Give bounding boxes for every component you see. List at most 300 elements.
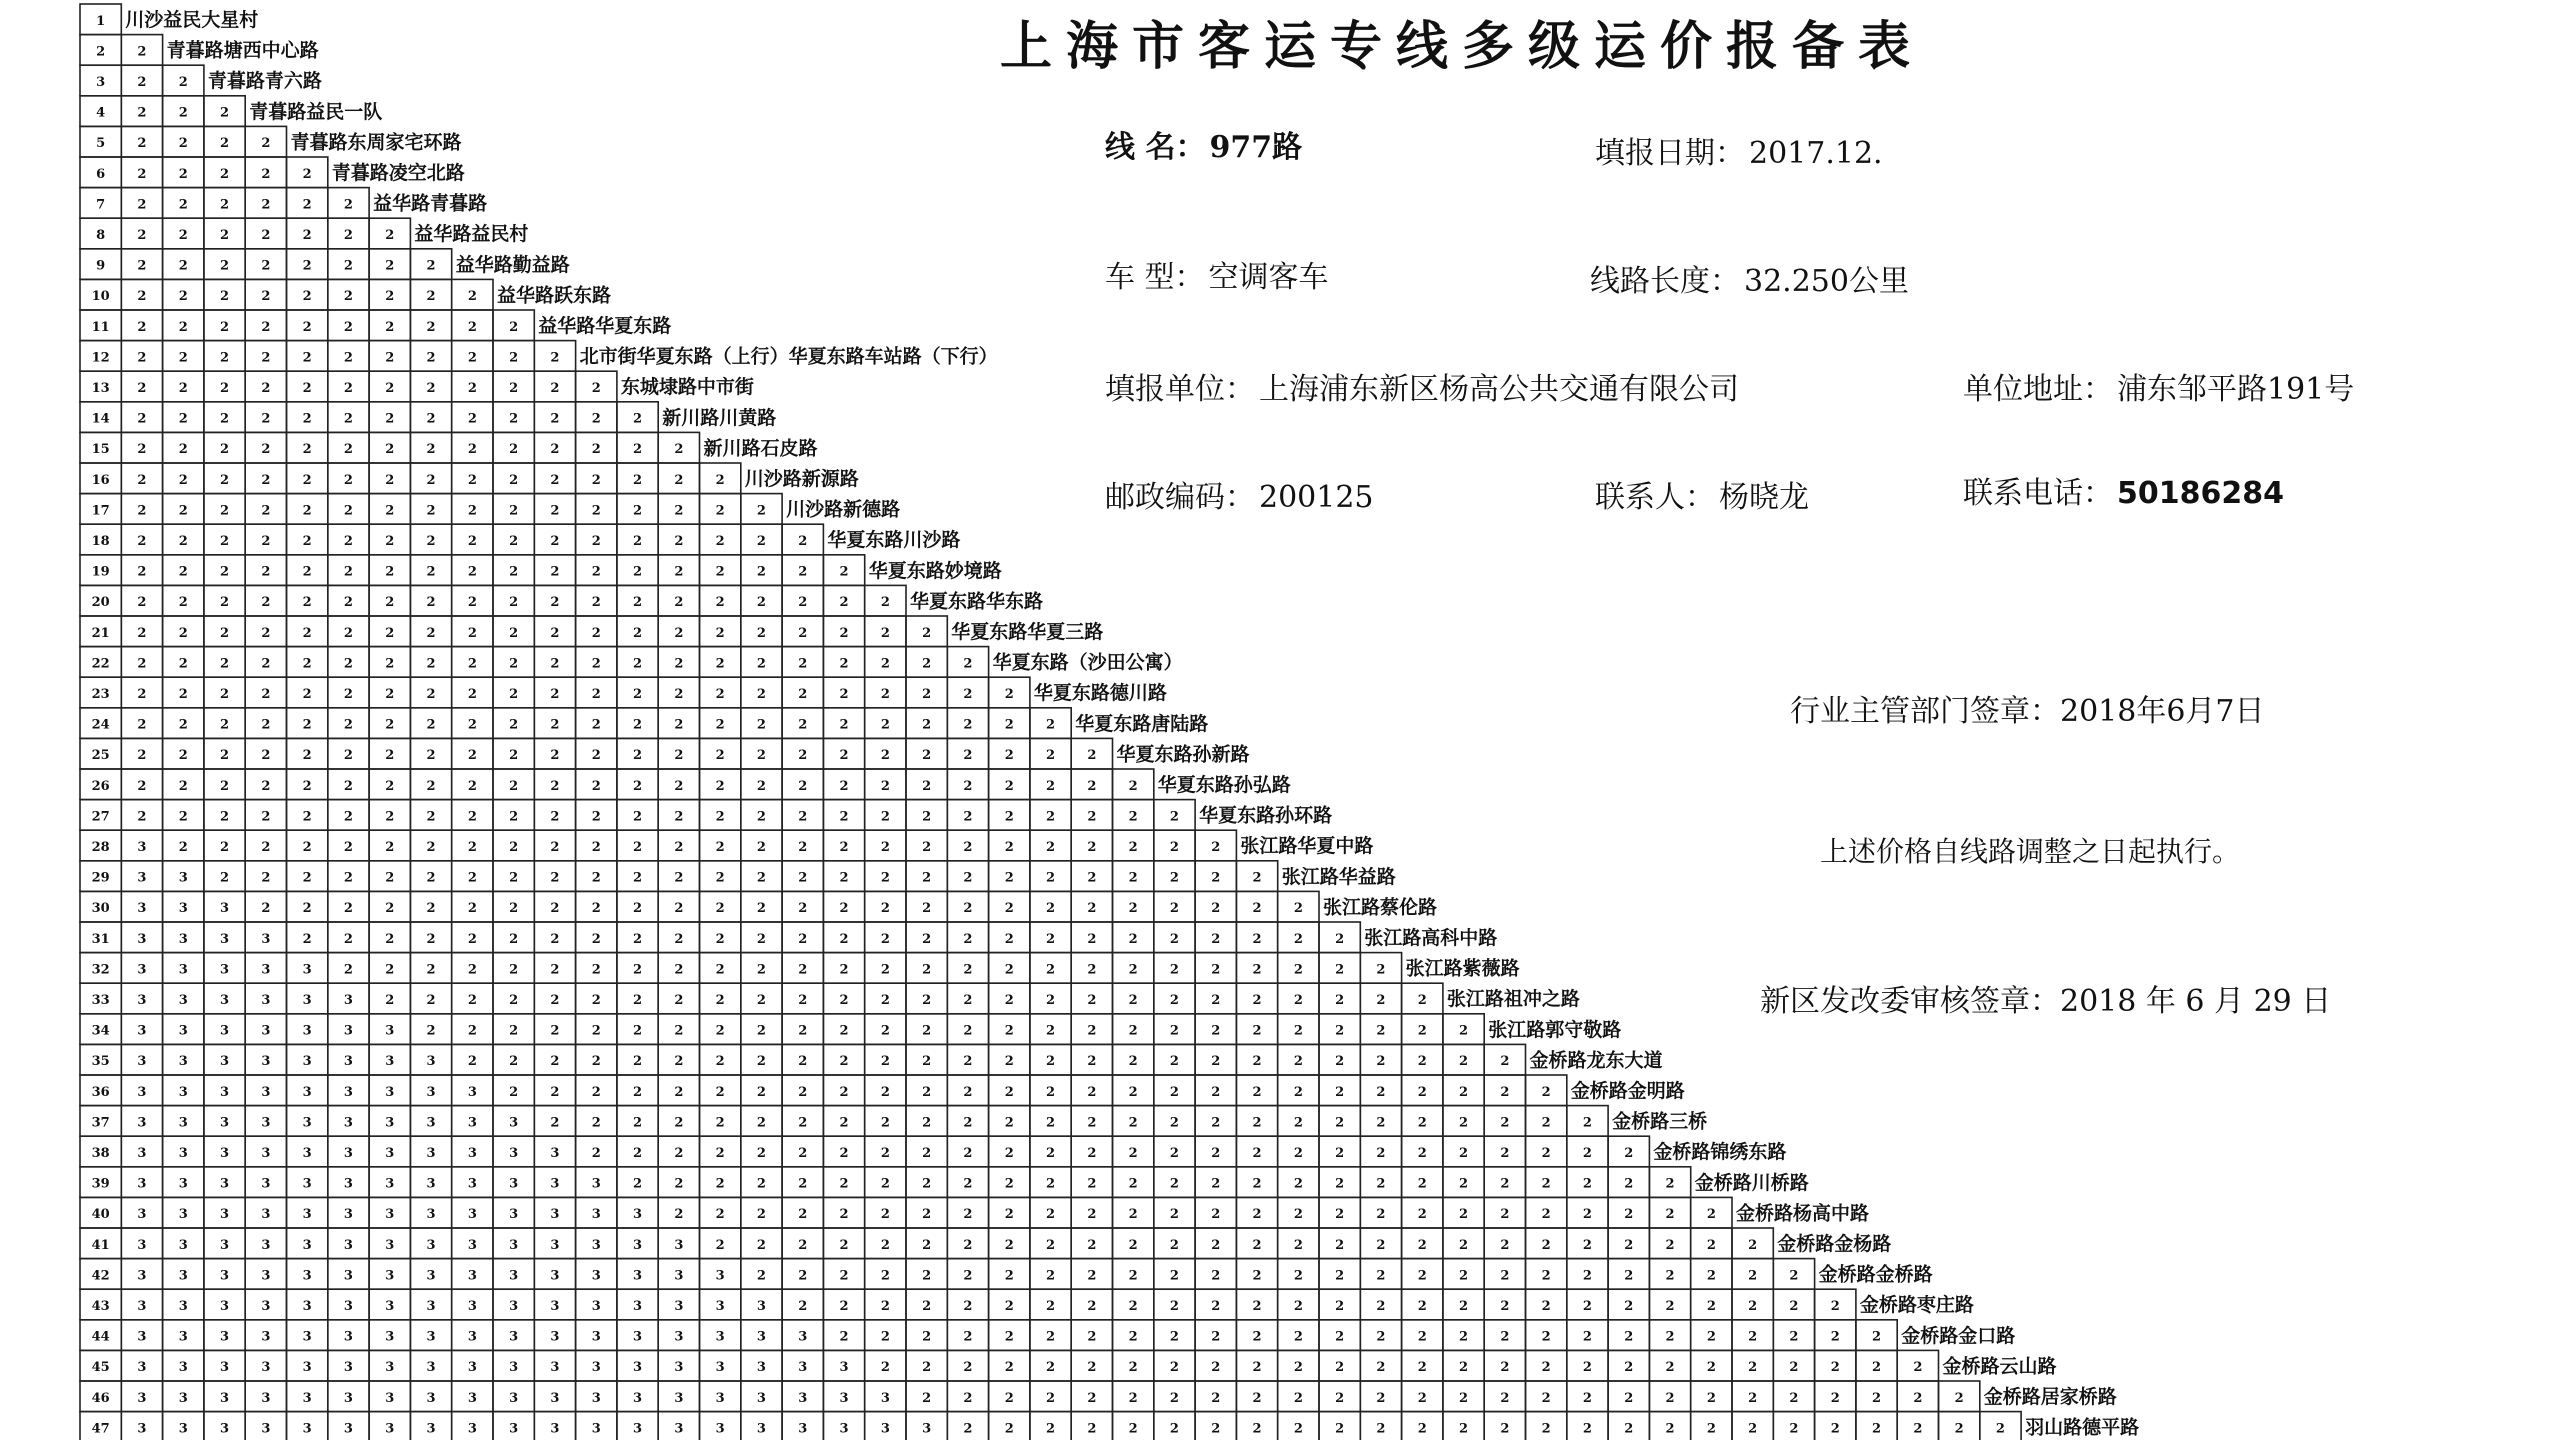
fare-value: 2 bbox=[302, 197, 312, 213]
fare-value: 2 bbox=[633, 656, 643, 672]
fare-value: 2 bbox=[839, 595, 849, 611]
fare-value: 2 bbox=[1417, 1054, 1427, 1070]
fare-value: 2 bbox=[1748, 1237, 1758, 1253]
fare-value: 3 bbox=[798, 1329, 808, 1345]
fare-value: 2 bbox=[1954, 1421, 1964, 1437]
fare-value: 2 bbox=[1004, 1146, 1014, 1162]
fare-value: 3 bbox=[591, 1421, 601, 1437]
fare-value: 2 bbox=[467, 411, 477, 427]
fare-value: 2 bbox=[880, 1268, 890, 1284]
fare-value: 2 bbox=[1417, 1329, 1427, 1345]
fare-value: 2 bbox=[261, 258, 271, 274]
fare-value: 3 bbox=[509, 1176, 519, 1192]
stop-name: 金桥路龙东大道 bbox=[1529, 1049, 1663, 1072]
fare-value: 2 bbox=[1046, 1176, 1056, 1192]
stop-name: 益华路益民村 bbox=[414, 223, 529, 246]
fare-value: 2 bbox=[178, 381, 188, 397]
fare-value: 2 bbox=[839, 901, 849, 917]
fare-value: 2 bbox=[674, 595, 684, 611]
fare-value: 3 bbox=[550, 1146, 560, 1162]
fare-value: 2 bbox=[1459, 1054, 1469, 1070]
fare-value: 2 bbox=[509, 381, 519, 397]
fare-value: 2 bbox=[178, 748, 188, 764]
fare-value: 2 bbox=[922, 1360, 932, 1376]
fare-value: 2 bbox=[715, 931, 725, 947]
fare-value: 2 bbox=[963, 717, 973, 733]
fare-value: 2 bbox=[633, 809, 643, 825]
fare-value: 2 bbox=[839, 625, 849, 641]
fare-value: 3 bbox=[633, 1329, 643, 1345]
fare-value: 2 bbox=[756, 962, 766, 978]
fare-value: 3 bbox=[137, 1115, 147, 1131]
fare-value: 2 bbox=[467, 870, 477, 886]
fare-value: 2 bbox=[137, 228, 147, 244]
fare-value: 2 bbox=[550, 1054, 560, 1070]
fare-value: 2 bbox=[963, 778, 973, 794]
stop-number: 17 bbox=[91, 503, 110, 519]
fare-value: 3 bbox=[674, 1237, 684, 1253]
fare-value: 2 bbox=[922, 687, 932, 703]
fare-value: 3 bbox=[426, 1084, 436, 1100]
fare-value: 2 bbox=[302, 595, 312, 611]
fare-value: 2 bbox=[426, 901, 436, 917]
fare-value: 2 bbox=[963, 962, 973, 978]
fare-value: 2 bbox=[922, 1115, 932, 1131]
fare-value: 2 bbox=[1128, 778, 1138, 794]
fare-value: 2 bbox=[1128, 1146, 1138, 1162]
fare-value: 2 bbox=[1459, 1268, 1469, 1284]
fare-value: 2 bbox=[1169, 809, 1179, 825]
fare-value: 2 bbox=[550, 809, 560, 825]
fare-value: 2 bbox=[1004, 931, 1014, 947]
fare-value: 3 bbox=[261, 1146, 271, 1162]
fare-value: 2 bbox=[798, 840, 808, 856]
fare-value: 2 bbox=[1046, 809, 1056, 825]
fare-value: 2 bbox=[798, 1054, 808, 1070]
stop-name: 青暮路青六路 bbox=[207, 70, 322, 93]
fare-value: 3 bbox=[467, 1115, 477, 1131]
fare-value: 2 bbox=[1046, 1237, 1056, 1253]
fare-value: 2 bbox=[1004, 1360, 1014, 1376]
fare-value: 2 bbox=[1087, 993, 1097, 1009]
fare-value: 2 bbox=[880, 1054, 890, 1070]
fare-value: 2 bbox=[261, 656, 271, 672]
fare-value: 3 bbox=[261, 1054, 271, 1070]
fare-value: 2 bbox=[550, 350, 560, 366]
fare-value: 2 bbox=[674, 1207, 684, 1223]
fare-value: 2 bbox=[674, 564, 684, 580]
fare-value: 2 bbox=[1211, 931, 1221, 947]
phone-value: 50186284 bbox=[2117, 476, 2284, 511]
fare-value: 2 bbox=[756, 840, 766, 856]
fare-value: 3 bbox=[426, 1115, 436, 1131]
fare-value: 2 bbox=[302, 870, 312, 886]
stop-name: 益华路青暮路 bbox=[373, 192, 488, 215]
fare-value: 2 bbox=[550, 931, 560, 947]
fare-value: 2 bbox=[467, 840, 477, 856]
stop-number: 10 bbox=[91, 289, 110, 305]
stop-number: 22 bbox=[91, 656, 110, 672]
fare-value: 3 bbox=[220, 1023, 230, 1039]
fare-value: 2 bbox=[880, 1115, 890, 1131]
fare-value: 2 bbox=[426, 687, 436, 703]
fare-value: 2 bbox=[550, 1115, 560, 1131]
fare-value: 2 bbox=[261, 901, 271, 917]
fare-value: 2 bbox=[220, 197, 230, 213]
fare-value: 2 bbox=[1748, 1268, 1758, 1284]
fare-value: 2 bbox=[963, 1237, 973, 1253]
fare-value: 2 bbox=[220, 136, 230, 152]
fare-value: 2 bbox=[1624, 1207, 1634, 1223]
fare-value: 2 bbox=[302, 350, 312, 366]
fare-value: 2 bbox=[963, 1115, 973, 1131]
fare-value: 2 bbox=[1004, 687, 1014, 703]
stop-number: 19 bbox=[91, 564, 110, 580]
fare-value: 2 bbox=[839, 748, 849, 764]
stop-number: 32 bbox=[91, 962, 110, 978]
fare-value: 3 bbox=[261, 931, 271, 947]
fare-value: 3 bbox=[137, 993, 147, 1009]
fare-value: 3 bbox=[220, 1084, 230, 1100]
fare-value: 2 bbox=[137, 319, 147, 335]
fare-value: 2 bbox=[756, 534, 766, 550]
fare-value: 2 bbox=[385, 870, 395, 886]
fare-value: 3 bbox=[261, 1360, 271, 1376]
fare-value: 2 bbox=[1376, 1421, 1386, 1437]
fare-value: 2 bbox=[591, 442, 601, 458]
fare-value: 3 bbox=[467, 1084, 477, 1100]
fare-value: 2 bbox=[550, 411, 560, 427]
fare-value: 2 bbox=[1087, 1329, 1097, 1345]
fare-value: 3 bbox=[509, 1115, 519, 1131]
fare-value: 2 bbox=[1252, 1421, 1262, 1437]
fare-value: 3 bbox=[426, 1146, 436, 1162]
fare-value: 2 bbox=[1706, 1237, 1716, 1253]
stop-number: 29 bbox=[91, 870, 110, 886]
fare-value: 3 bbox=[426, 1360, 436, 1376]
fare-value: 2 bbox=[1417, 1207, 1427, 1223]
fare-value: 2 bbox=[1376, 1299, 1386, 1315]
fare-value: 2 bbox=[509, 625, 519, 641]
fare-value: 2 bbox=[1293, 901, 1303, 917]
fare-value: 2 bbox=[1169, 1146, 1179, 1162]
fare-value: 2 bbox=[1169, 1360, 1179, 1376]
fare-value: 2 bbox=[467, 717, 477, 733]
stop-name: 青暮路东周家宅环路 bbox=[290, 131, 462, 154]
fare-value: 2 bbox=[137, 717, 147, 733]
fare-value: 3 bbox=[137, 1176, 147, 1192]
fare-value: 2 bbox=[550, 472, 560, 488]
stop-number: 9 bbox=[96, 258, 106, 274]
fare-value: 2 bbox=[385, 503, 395, 519]
fare-value: 2 bbox=[137, 595, 147, 611]
fare-value: 2 bbox=[1624, 1299, 1634, 1315]
fare-value: 2 bbox=[550, 962, 560, 978]
fare-value: 2 bbox=[674, 1115, 684, 1131]
stop-name: 新川路石皮路 bbox=[703, 437, 818, 460]
fare-value: 2 bbox=[220, 228, 230, 244]
fare-value: 2 bbox=[220, 687, 230, 703]
fare-value: 2 bbox=[1500, 1268, 1510, 1284]
fare-value: 2 bbox=[798, 717, 808, 733]
fare-value: 2 bbox=[178, 319, 188, 335]
fare-value: 2 bbox=[467, 564, 477, 580]
fare-value: 2 bbox=[1459, 1299, 1469, 1315]
phone-field bbox=[1963, 468, 2284, 512]
fare-value: 3 bbox=[302, 1421, 312, 1437]
fare-value: 2 bbox=[922, 1299, 932, 1315]
fare-value: 2 bbox=[756, 778, 766, 794]
fare-value: 2 bbox=[178, 809, 188, 825]
fare-value: 2 bbox=[1335, 1268, 1345, 1284]
stop-number: 31 bbox=[91, 931, 110, 947]
fare-value: 2 bbox=[715, 1146, 725, 1162]
fare-value: 2 bbox=[385, 931, 395, 947]
fare-value: 3 bbox=[220, 1176, 230, 1192]
fare-value: 2 bbox=[1169, 962, 1179, 978]
fare-value: 2 bbox=[1252, 1360, 1262, 1376]
fare-value: 2 bbox=[963, 656, 973, 672]
fare-value: 3 bbox=[509, 1360, 519, 1376]
fare-value: 2 bbox=[1665, 1176, 1675, 1192]
fare-value: 2 bbox=[426, 503, 436, 519]
fare-value: 2 bbox=[220, 503, 230, 519]
fare-value: 2 bbox=[343, 962, 353, 978]
fare-value: 2 bbox=[385, 289, 395, 305]
fare-value: 2 bbox=[839, 993, 849, 1009]
fare-value: 2 bbox=[880, 1360, 890, 1376]
fare-value: 2 bbox=[798, 931, 808, 947]
fare-value: 2 bbox=[178, 350, 188, 366]
fare-value: 2 bbox=[1459, 1084, 1469, 1100]
fare-value: 2 bbox=[1500, 1360, 1510, 1376]
stop-name: 金桥路云山路 bbox=[1942, 1355, 2057, 1378]
fare-value: 2 bbox=[880, 1023, 890, 1039]
fare-value: 2 bbox=[880, 993, 890, 1009]
fare-value: 2 bbox=[1211, 1207, 1221, 1223]
fare-value: 2 bbox=[1500, 1176, 1510, 1192]
fare-value: 3 bbox=[591, 1207, 601, 1223]
fare-value: 2 bbox=[1335, 1237, 1345, 1253]
fare-value: 2 bbox=[798, 1268, 808, 1284]
fare-value: 3 bbox=[633, 1207, 643, 1223]
fare-value: 2 bbox=[922, 901, 932, 917]
fare-value: 2 bbox=[343, 289, 353, 305]
fare-value: 2 bbox=[1211, 1084, 1221, 1100]
fare-value: 3 bbox=[178, 962, 188, 978]
fare-value: 2 bbox=[1046, 962, 1056, 978]
fare-value: 2 bbox=[1706, 1207, 1716, 1223]
fare-value: 2 bbox=[261, 442, 271, 458]
fare-value: 2 bbox=[1459, 1237, 1469, 1253]
stop-name: 东城埭路中市街 bbox=[620, 376, 754, 399]
fare-value: 2 bbox=[467, 993, 477, 1009]
fare-value: 2 bbox=[261, 381, 271, 397]
fare-value: 2 bbox=[343, 534, 353, 550]
fare-value: 2 bbox=[798, 901, 808, 917]
fare-value: 2 bbox=[220, 717, 230, 733]
fare-value: 2 bbox=[715, 870, 725, 886]
fare-value: 2 bbox=[1500, 1115, 1510, 1131]
fill-date-value: 2017.12. bbox=[1749, 136, 1883, 171]
fare-value: 2 bbox=[839, 1329, 849, 1345]
fare-value: 2 bbox=[1335, 1084, 1345, 1100]
fare-value: 2 bbox=[467, 595, 477, 611]
fare-value: 2 bbox=[1541, 1268, 1551, 1284]
fare-value: 2 bbox=[1046, 931, 1056, 947]
fare-value: 2 bbox=[1128, 1390, 1138, 1406]
fare-value: 2 bbox=[963, 1176, 973, 1192]
fare-value: 2 bbox=[880, 656, 890, 672]
fare-value: 2 bbox=[550, 564, 560, 580]
fare-value: 2 bbox=[220, 748, 230, 764]
stop-number: 43 bbox=[91, 1299, 110, 1315]
fare-value: 2 bbox=[1252, 993, 1262, 1009]
fare-value: 2 bbox=[1376, 1054, 1386, 1070]
fare-value: 2 bbox=[1789, 1299, 1799, 1315]
stop-name: 金桥路川桥路 bbox=[1694, 1171, 1809, 1194]
fare-value: 2 bbox=[1417, 1115, 1427, 1131]
fare-value: 2 bbox=[963, 931, 973, 947]
fare-value: 3 bbox=[839, 1360, 849, 1376]
fare-value: 2 bbox=[591, 534, 601, 550]
fare-value: 2 bbox=[839, 1207, 849, 1223]
fare-value: 2 bbox=[674, 656, 684, 672]
fare-value: 2 bbox=[261, 319, 271, 335]
stop-name: 华夏东路唐陆路 bbox=[1075, 712, 1209, 735]
fare-value: 3 bbox=[509, 1268, 519, 1284]
fare-value: 2 bbox=[1211, 993, 1221, 1009]
fare-value: 2 bbox=[591, 1146, 601, 1162]
stop-name: 张江路华夏中路 bbox=[1240, 835, 1374, 858]
fare-value: 3 bbox=[137, 1421, 147, 1437]
fare-value: 2 bbox=[261, 197, 271, 213]
stop-name: 金桥路枣庄路 bbox=[1859, 1294, 1974, 1317]
fare-value: 2 bbox=[1211, 1176, 1221, 1192]
fare-value: 2 bbox=[1789, 1329, 1799, 1345]
fare-value: 2 bbox=[1004, 1207, 1014, 1223]
fare-value: 2 bbox=[1169, 1268, 1179, 1284]
fare-value: 2 bbox=[591, 1084, 601, 1100]
fare-value: 3 bbox=[343, 1329, 353, 1345]
fare-value: 2 bbox=[550, 503, 560, 519]
reporting-unit-value: 上海浦东新区杨高公共交通有限公司 bbox=[1259, 372, 1739, 407]
fare-value: 2 bbox=[220, 564, 230, 580]
stop-number: 5 bbox=[96, 136, 106, 152]
fare-value: 2 bbox=[1665, 1360, 1675, 1376]
fare-value: 2 bbox=[674, 1023, 684, 1039]
fare-value: 3 bbox=[261, 1237, 271, 1253]
fare-value: 2 bbox=[1211, 870, 1221, 886]
fare-value: 3 bbox=[550, 1237, 560, 1253]
fare-value: 2 bbox=[756, 1023, 766, 1039]
fare-value: 2 bbox=[798, 687, 808, 703]
fare-value: 2 bbox=[1046, 1299, 1056, 1315]
fare-value: 2 bbox=[220, 595, 230, 611]
fare-value: 3 bbox=[220, 1237, 230, 1253]
stop-number: 42 bbox=[91, 1268, 110, 1284]
fare-value: 2 bbox=[1087, 1421, 1097, 1437]
fare-value: 2 bbox=[922, 870, 932, 886]
fare-value: 2 bbox=[178, 656, 188, 672]
fare-value: 2 bbox=[302, 931, 312, 947]
fare-value: 2 bbox=[798, 564, 808, 580]
fare-value: 2 bbox=[1459, 1176, 1469, 1192]
fare-value: 2 bbox=[220, 381, 230, 397]
fare-value: 2 bbox=[1087, 1207, 1097, 1223]
stop-name: 青暮路益民一队 bbox=[249, 100, 383, 123]
fare-value: 3 bbox=[839, 1421, 849, 1437]
fare-value: 3 bbox=[220, 931, 230, 947]
fare-value: 2 bbox=[343, 870, 353, 886]
stop-name: 张江路郭守敬路 bbox=[1488, 1018, 1622, 1041]
unit-address-label: 单位地址： bbox=[1963, 372, 2113, 407]
stop-number: 20 bbox=[91, 595, 110, 611]
fare-value: 2 bbox=[880, 809, 890, 825]
fare-value: 2 bbox=[509, 809, 519, 825]
fare-value: 3 bbox=[756, 1421, 766, 1437]
fare-value: 2 bbox=[880, 748, 890, 764]
fare-value: 2 bbox=[591, 472, 601, 488]
fare-value: 2 bbox=[674, 442, 684, 458]
fare-value: 2 bbox=[1541, 1146, 1551, 1162]
fare-value: 2 bbox=[1046, 1329, 1056, 1345]
line-name-label: 线 名： bbox=[1105, 130, 1206, 165]
fare-value: 2 bbox=[550, 901, 560, 917]
fare-value: 2 bbox=[385, 687, 395, 703]
fare-value: 3 bbox=[343, 1360, 353, 1376]
fare-value: 3 bbox=[261, 1421, 271, 1437]
fare-value: 2 bbox=[839, 1084, 849, 1100]
fare-value: 2 bbox=[1706, 1299, 1716, 1315]
fare-value: 2 bbox=[1913, 1390, 1923, 1406]
fare-value: 2 bbox=[798, 748, 808, 764]
fare-value: 2 bbox=[1541, 1299, 1551, 1315]
fare-value: 2 bbox=[385, 656, 395, 672]
fare-value: 2 bbox=[1872, 1360, 1882, 1376]
fare-value: 2 bbox=[1417, 1421, 1427, 1437]
line-length-field bbox=[1590, 256, 1909, 300]
fare-value: 2 bbox=[1417, 1390, 1427, 1406]
fare-value: 2 bbox=[591, 687, 601, 703]
fare-value: 2 bbox=[880, 1146, 890, 1162]
fare-value: 2 bbox=[467, 472, 477, 488]
fare-value: 2 bbox=[1004, 1268, 1014, 1284]
fare-value: 3 bbox=[220, 993, 230, 1009]
fare-value: 2 bbox=[1376, 1329, 1386, 1345]
fare-value: 2 bbox=[880, 717, 890, 733]
fare-value: 3 bbox=[715, 1299, 725, 1315]
fare-value: 3 bbox=[591, 1237, 601, 1253]
fare-value: 2 bbox=[385, 962, 395, 978]
fare-value: 3 bbox=[178, 1421, 188, 1437]
fare-value: 2 bbox=[674, 503, 684, 519]
fare-value: 2 bbox=[1252, 870, 1262, 886]
fare-value: 2 bbox=[1004, 1084, 1014, 1100]
fare-value: 2 bbox=[426, 258, 436, 274]
fare-value: 3 bbox=[220, 1115, 230, 1131]
fare-value: 2 bbox=[343, 350, 353, 366]
contact-value: 杨晓龙 bbox=[1719, 480, 1809, 515]
fare-value: 2 bbox=[1624, 1421, 1634, 1437]
fare-value: 3 bbox=[137, 1268, 147, 1284]
fare-value: 2 bbox=[1046, 1146, 1056, 1162]
fare-value: 2 bbox=[509, 993, 519, 1009]
fare-value: 2 bbox=[922, 625, 932, 641]
fare-value: 2 bbox=[922, 1054, 932, 1070]
fare-value: 2 bbox=[1459, 1360, 1469, 1376]
fare-value: 2 bbox=[1376, 1390, 1386, 1406]
